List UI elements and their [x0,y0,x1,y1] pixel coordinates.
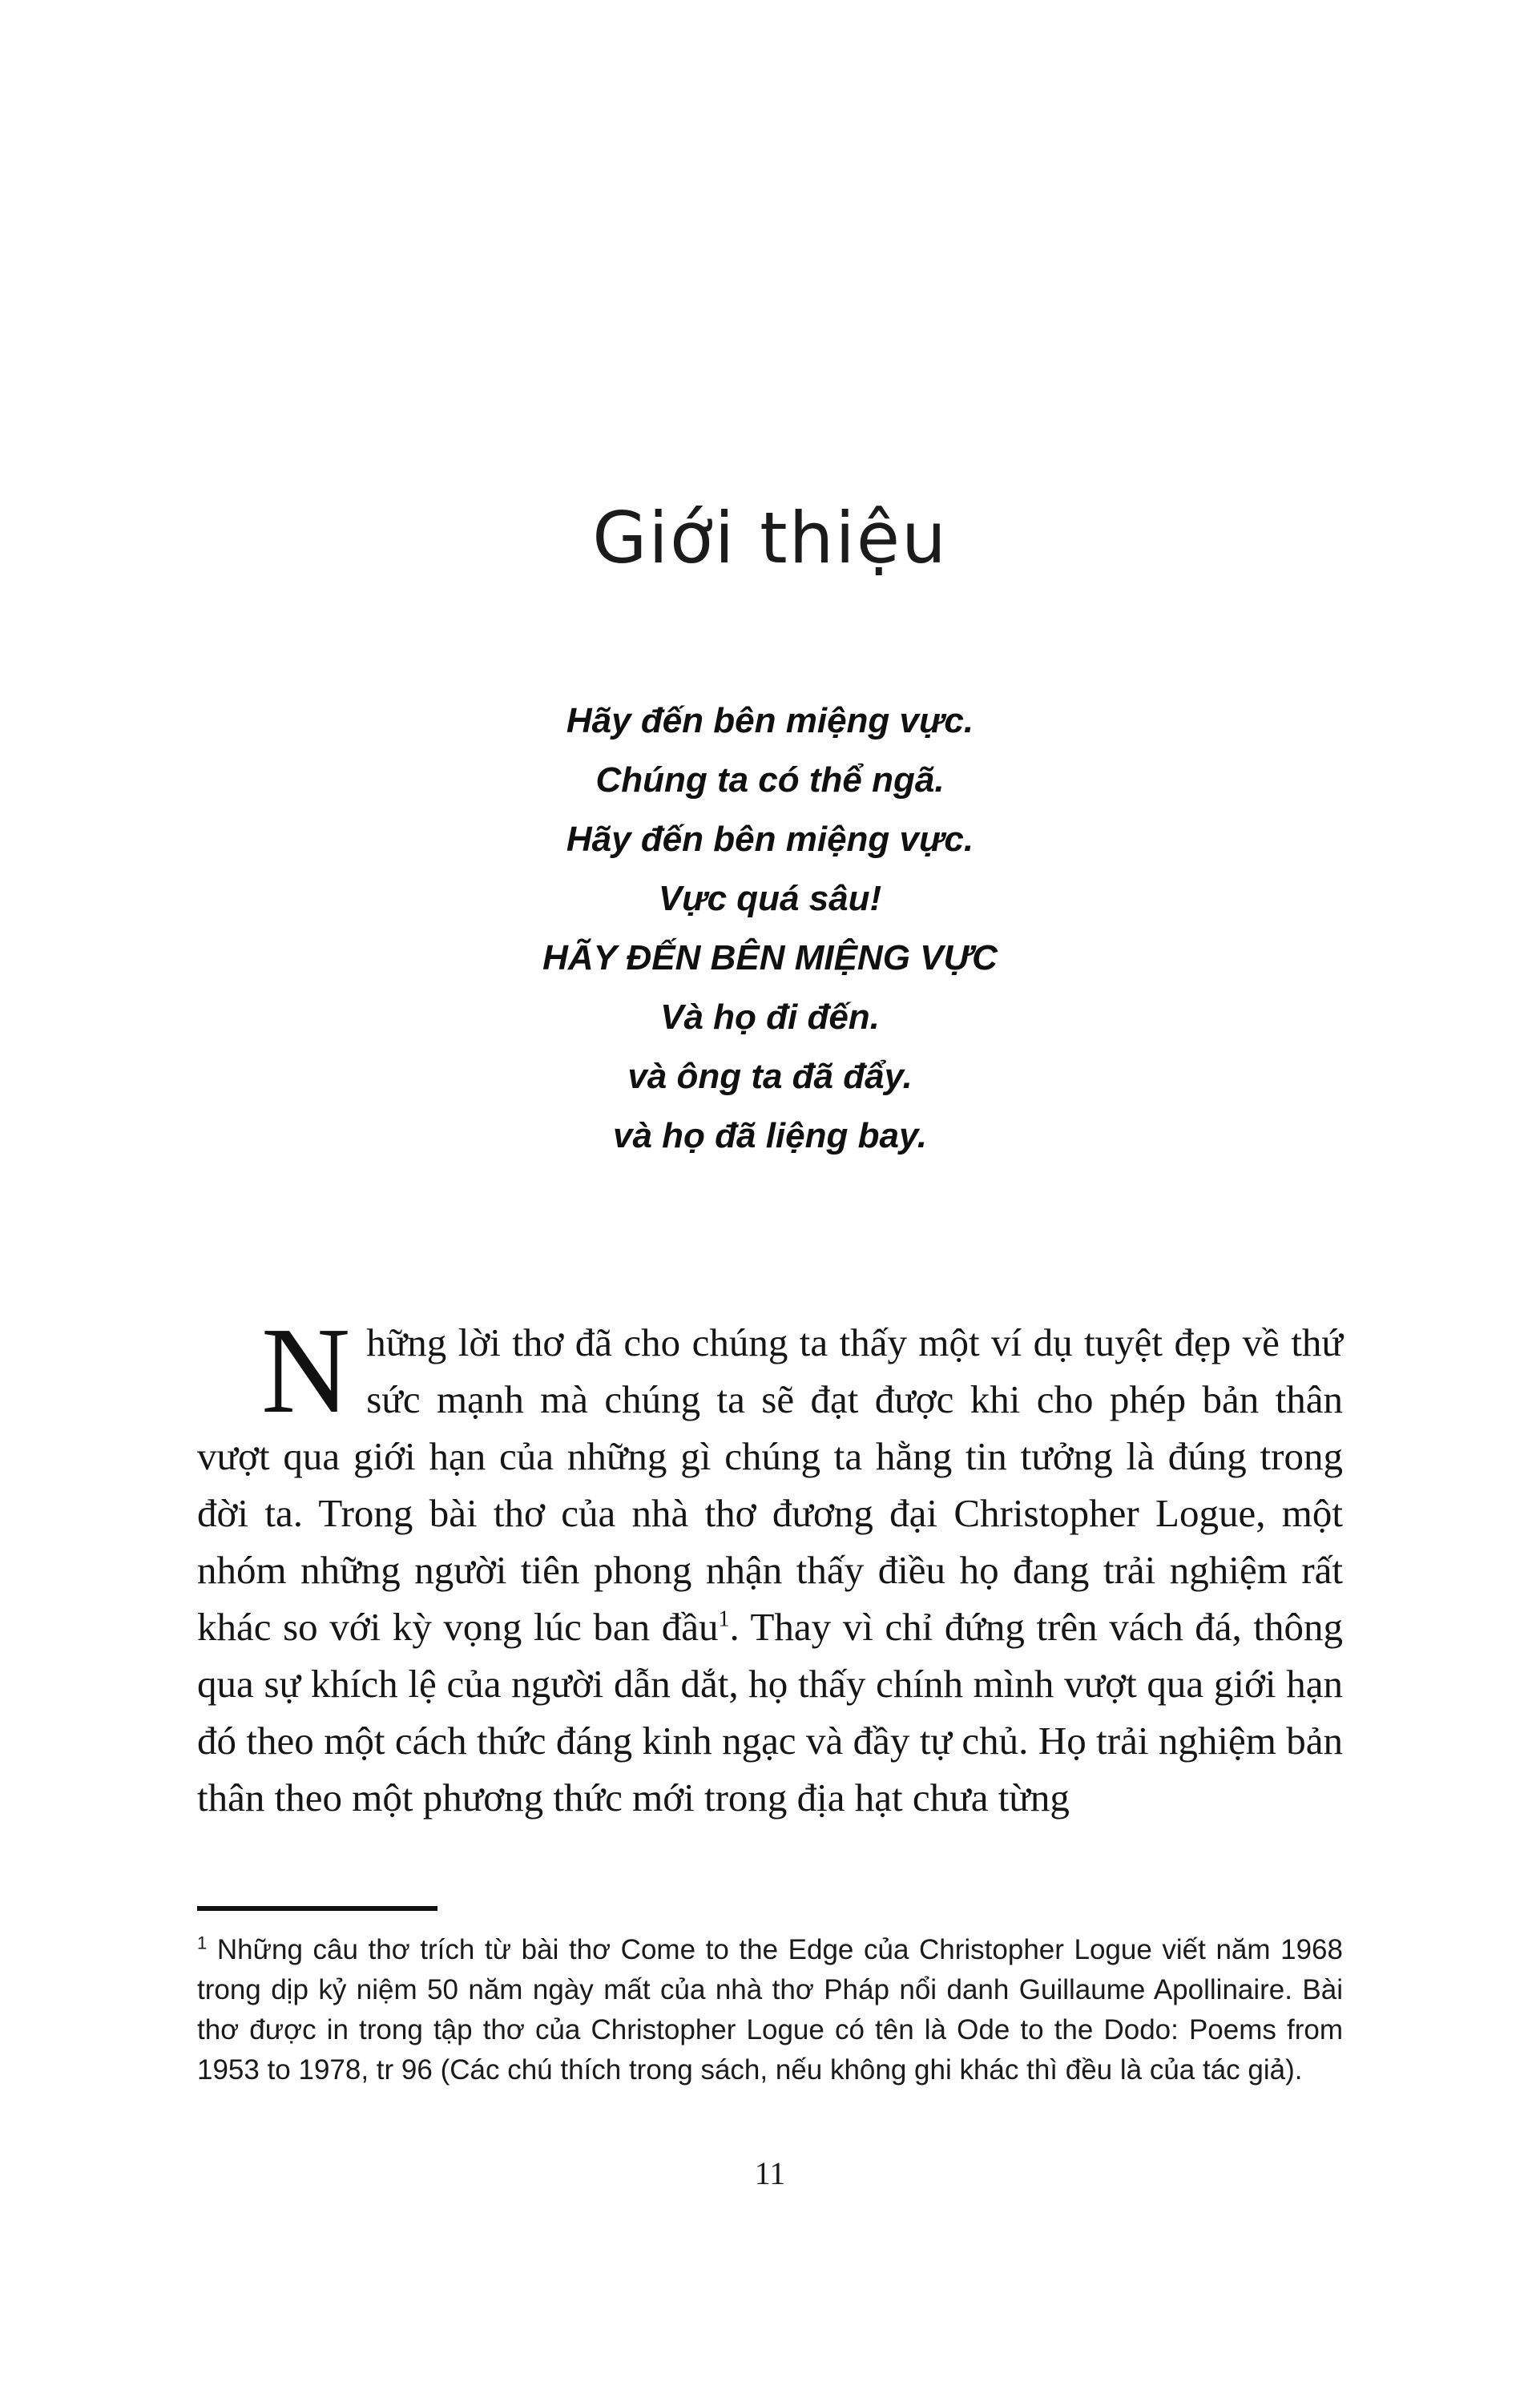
page-title: Giới thiệu [592,497,948,579]
poem-line: Chúng ta có thể ngã. [595,760,945,800]
poem-block [197,691,1343,1166]
poem-line: và họ đã liệng bay. [612,1116,928,1155]
footnote-area [197,1906,1343,2090]
poem-line: Hãy đến bên miệng vực. [566,701,974,740]
poem-line: Hãy đến bên miệng vực. [566,820,974,859]
poem-line: và ông ta đã đẩy. [627,1057,913,1096]
page-number: 11 [754,2155,786,2191]
body-text-continued: . Thay vì chỉ đứng trên vách đá, thông qua sự khích lệ của người dẫn dắt, họ thấy chính mình vượt qua giới hạn đó theo một cách thức đáng kinh ngạc và đầy tự chủ. Họ trải nghiệm bản thân theo một phương thức mới trong địa hạt chưa từng [197,1605,1343,1820]
footnote-separator-rule [197,1906,437,1911]
footnote [197,1930,1343,2090]
body-text: hững lời thơ đã cho chúng ta thấy một ví dụ tuyệt đẹp về thứ sức mạnh mà chúng ta sẽ đạt được khi cho phép bản thân vượt qua giới hạn của những gì chúng ta hằng tin tưởng là đúng trong đời ta. Trong bài thơ của nhà thơ đương đại Christopher Logue, một nhóm những người tiên phong nhận thấy điều họ đang trải nghiệm rất khác so với kỳ vọng lúc ban đầu [197,1320,1343,1649]
poem-line: Vực quá sâu! [658,879,882,918]
footnote-body: Những câu thơ trích từ bài thơ Come to the Edge của Christopher Logue viết năm 1968 trong dịp kỷ niệm 50 năm ngày mất của nhà thơ Pháp nổi danh Guillaume Apollinaire. Bài thơ được in trong tập thơ của Christopher Logue có tên là Ode to the Dodo: Poems from 1953 to 1978, tr 96 (Các chú thích trong sách, nếu không ghi khác thì đều là của tác giả). [197,1934,1343,2086]
dropcap-letter: N [261,1303,351,1439]
footnote-reference: 1 [718,1606,730,1632]
poem-line: Và họ đi đến. [660,997,880,1037]
poem-line: HÃY ĐẾN BÊN MIỆNG VỰC [542,938,998,977]
footnote-marker: 1 [197,1933,208,1953]
body-paragraph [197,1303,1343,1826]
